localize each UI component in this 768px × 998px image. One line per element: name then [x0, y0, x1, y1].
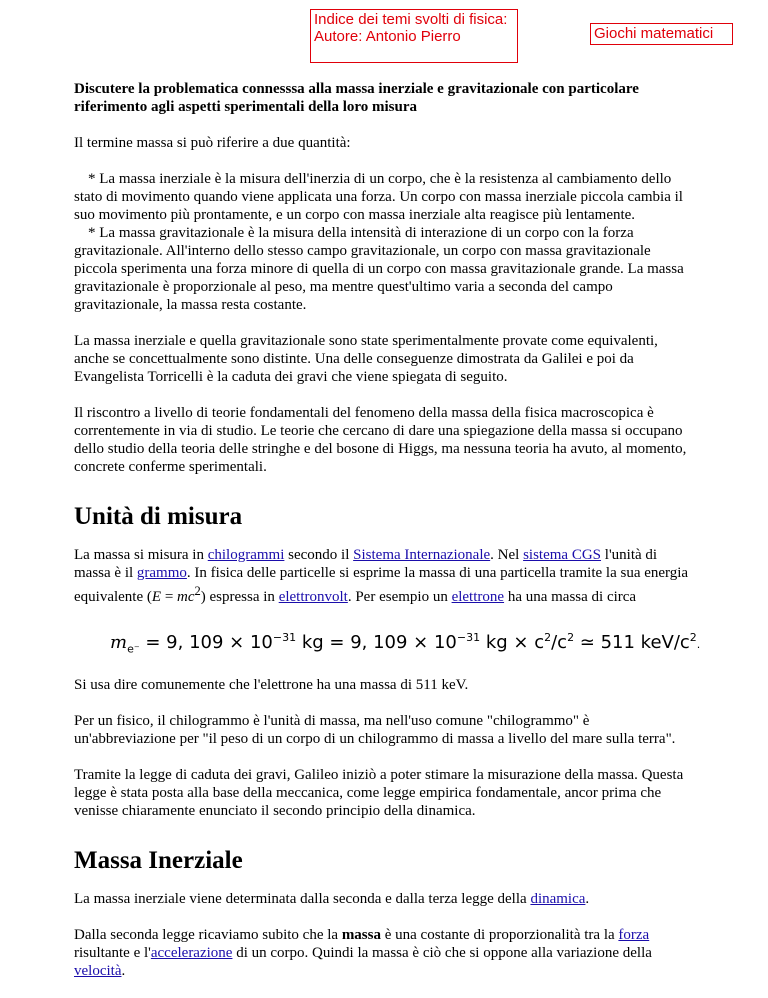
index-link-box[interactable]	[310, 9, 518, 63]
games-link-box[interactable]	[590, 23, 733, 45]
link-sistema-cgs[interactable]: sistema CGS	[523, 547, 602, 563]
link-chilogrammi[interactable]: chilogrammi	[207, 547, 285, 563]
electron-mass-formula: $m_{e^-} = 9$, $109 \times 10^{-31}$ kg = 9, $109 \times 10^{-31}$ kg × $c^2/c^2$ ≃ 511 keV/$c^2$.	[110, 631, 701, 656]
gravitational-mass-item: * La massa gravitazionale è la misura della intensità di interazione di un corpo con la forza gravitazionale. All'interno dello stesso campo gravitazionale, un corpo con massa gravitazionale piccola sperimenta una forza minore di quella di un corpo con massa gravitazionale grande. La massa gravitazionale è proporzionale al peso, ma mentre quest'ultimo varia a seconda del campo gravitazionale, la massa resta costante.	[74, 225, 684, 313]
intro-paragraph: Il termine massa si può riferire a due quantità:	[74, 135, 351, 151]
link-accelerazione[interactable]: accelerazione	[150, 945, 233, 961]
inertial-mass-heading: Massa Inerziale	[74, 847, 243, 874]
equivalence-paragraph: La massa inerziale e quella gravitazionale sono state sperimentalmente provate come equivalenti, anche se concettualmente sono distinte. Una delle conseguenze dimostrata da Galilei e poi da Evangelista Torricelli è la caduta dei gravi che viene spiegata di seguito.	[74, 333, 658, 385]
inertial-mass-item: * La massa inerziale è la misura dell'inerzia di un corpo, che è la resistenza al cambiamento dello stato di movimento quando viene applicata una forza. Un corpo con massa inerziale piccola cambia il suo movimento più prontamente, e un corpo con massa inerziale alta reagisce più lentamente.	[74, 171, 683, 223]
link-velocita[interactable]: velocità	[74, 963, 122, 979]
inertial-paragraph-2: Dalla seconda legge ricaviamo subito che la massa è una costante di proporzionalità tra la forza risultante e l'accelerazione di un corpo. Quindi la massa è ciò che si oppone alla variazione della velocità.	[74, 927, 652, 979]
units-heading: Unità di misura	[74, 503, 243, 530]
link-grammo[interactable]: grammo	[136, 565, 187, 581]
link-elettrone[interactable]: elettrone	[451, 589, 505, 605]
inertial-paragraph-1: La massa inerziale viene determinata dalla seconda e dalla terza legge della dinamica.	[74, 891, 590, 907]
kilogram-paragraph: Per un fisico, il chilogrammo è l'unità di massa, ma nell'uso comune "chilogrammo" è un'abbreviazione per "il peso di un corpo di un chilogrammo di massa a livello del mare sulla terra".	[74, 713, 676, 747]
author-link[interactable]: Autore: Antonio Pierro	[314, 28, 461, 45]
mass-definitions-list	[74, 170, 690, 314]
index-link[interactable]: Indice dei temi svolti di fisica:	[314, 11, 508, 28]
article-body	[74, 80, 701, 998]
theory-paragraph: Il riscontro a livello di teorie fondamentali del fenomeno della massa della fisica macroscopica è correntemente in via di studio. Le teorie che cercano di dare una spiegazione della massa si occupano dello studio della teoria delle stringhe e del bosone di Higgs, ma nessuna teoria ha avuto, al momento, concrete conferme sperimentali.	[74, 405, 687, 475]
electron-kev-paragraph: Si usa dire comunemente che l'elettrone ha una massa di 511 keV.	[74, 677, 469, 693]
galileo-paragraph: Tramite la legge di caduta dei gravi, Galileo iniziò a poter stimare la misurazione della massa. Questa legge è stata posta alla base della meccanica, come legge empirica fondamentale, ancor prima che venisse chiaramente enunciato il secondo principio della dinamica.	[74, 767, 684, 819]
units-paragraph: La massa si misura in chilogrammi secondo il Sistema Internazionale. Nel sistema CGS l'unità di massa è il grammo. In fisica delle particelle si esprime la massa di una particella tramite la sua energia equivalente $(E = mc^2)$ espressa in elettronvolt. Per esempio un elettrone ha una massa di circa	[74, 547, 689, 605]
link-elettronvolt[interactable]: elettronvolt	[278, 589, 348, 605]
intro-title: Discutere la problematica connesssa alla massa inerziale e gravitazionale con particolare riferimento agli aspetti sperimentali della loro misura	[74, 81, 639, 115]
link-dinamica[interactable]: dinamica	[530, 891, 586, 907]
link-forza[interactable]: forza	[618, 927, 650, 943]
link-sistema-internazionale[interactable]: Sistema Internazionale	[353, 547, 491, 563]
games-link[interactable]: Giochi matematici	[594, 25, 714, 42]
